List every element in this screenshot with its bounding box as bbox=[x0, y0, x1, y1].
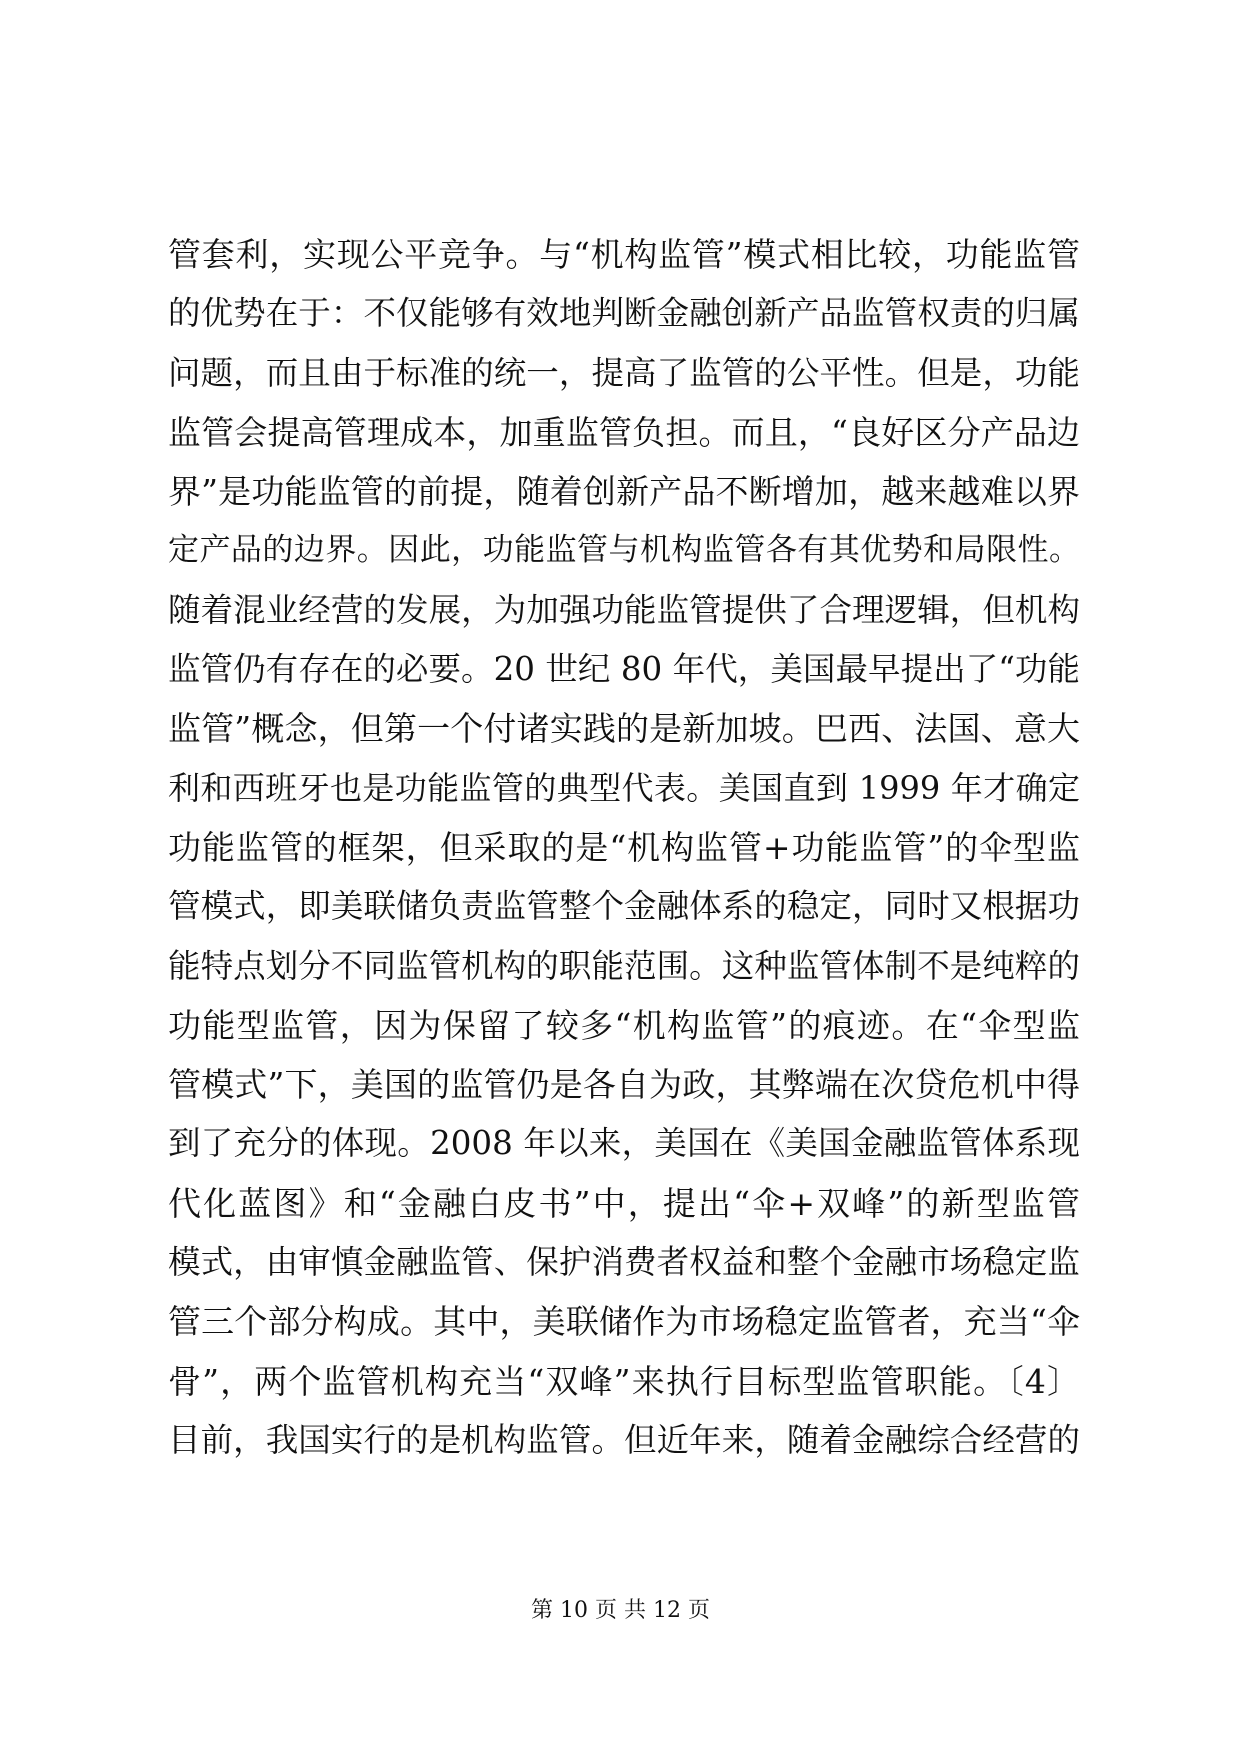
text-line: 管模式”下，美国的监管仍是各自为政，其弊端在次贷危机中得 bbox=[168, 1065, 1080, 1105]
text-line: 监管会提高管理成本，加重监管负担。而且，“良好区分产品边 bbox=[168, 412, 1080, 452]
text-line: 界”是功能监管的前提，随着创新产品不断增加，越来越难以界 bbox=[168, 472, 1080, 512]
text-line: 功能型监管，因为保留了较多“机构监管”的痕迹。在“伞型监 bbox=[168, 1005, 1080, 1045]
text-line: 目前，我国实行的是机构监管。但近年来，随着金融综合经营的 bbox=[168, 1420, 1080, 1459]
text-line: 功能监管的框架，但采取的是“机构监管+功能监管”的伞型监 bbox=[168, 827, 1080, 867]
text-line: 的优势在于：不仅能够有效地判断金融创新产品监管权责的归属 bbox=[168, 294, 1080, 333]
text-line: 模式，由审慎金融监管、保护消费者权益和整个金融市场稳定监 bbox=[168, 1243, 1080, 1282]
text-line: 管模式，即美联储负责监管整个金融体系的稳定，同时又根据功 bbox=[168, 887, 1080, 926]
text-line: 能特点划分不同监管机构的职能范围。这种监管体制不是纯粹的 bbox=[168, 946, 1080, 985]
text-line: 监管”概念，但第一个付诸实践的是新加坡。巴西、法国、意大 bbox=[168, 709, 1080, 749]
text-line: 代化蓝图》和“金融白皮书”中，提出“伞+双峰”的新型监管 bbox=[168, 1183, 1080, 1223]
text-line: 监管仍有存在的必要。20 世纪 80 年代，美国最早提出了“功能 bbox=[168, 650, 1080, 689]
page-number-footer: 第 10 页 共 12 页 bbox=[531, 1598, 710, 1623]
text-line: 利和西班牙也是功能监管的典型代表。美国直到 1999 年才确定 bbox=[168, 768, 1080, 807]
text-line: 管三个部分构成。其中，美联储作为市场稳定监管者，充当“伞 bbox=[168, 1302, 1080, 1342]
text-line: 到了充分的体现。2008 年以来，美国在《美国金融监管体系现 bbox=[168, 1124, 1080, 1163]
text-line: 随着混业经营的发展，为加强功能监管提供了合理逻辑，但机构 bbox=[168, 590, 1080, 629]
body-text bbox=[168, 225, 1080, 1470]
text-line: 骨”，两个监管机构充当“双峰”来执行目标型监管职能。〔4〕 bbox=[168, 1361, 1080, 1401]
text-line: 问题，而且由于标准的统一，提高了监管的公平性。但是，功能 bbox=[168, 353, 1080, 392]
text-line: 管套利，实现公平竞争。与“机构监管”模式相比较，功能监管 bbox=[168, 235, 1080, 274]
text-line: 定产品的边界。因此，功能监管与机构监管各有其优势和局限性。 bbox=[168, 532, 1080, 569]
